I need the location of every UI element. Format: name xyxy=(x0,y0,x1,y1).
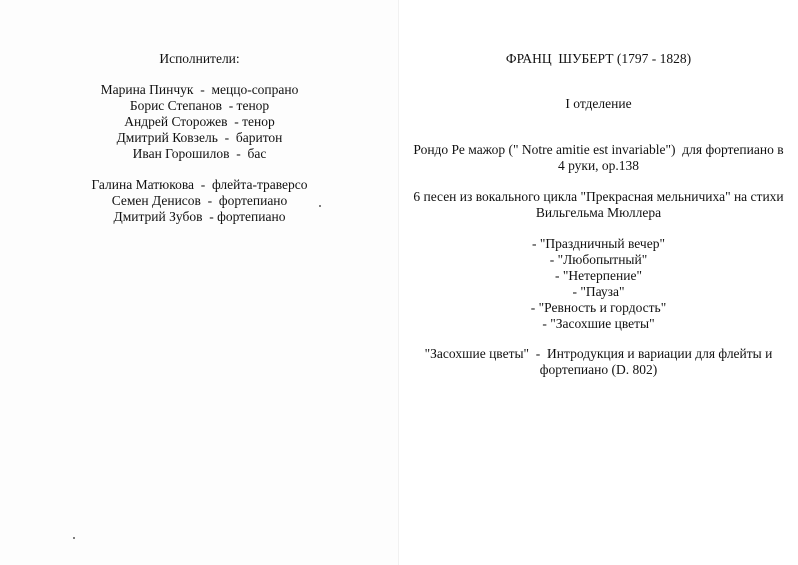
performer-line: Борис Степанов - тенор xyxy=(129,98,270,113)
scan-speck xyxy=(319,205,321,207)
song-item: - "Любопытный" xyxy=(549,252,648,267)
performer-line: Дмитрий Ковзель - баритон xyxy=(116,130,283,145)
song-item: - "Праздничный вечер" xyxy=(532,236,665,251)
work-line: 6 песен из вокального цикла "Прекрасная мельничиха" на стихи xyxy=(413,189,784,204)
work-line: Рондо Ре мажор (" Notre amitie est invariable") для фортепиано в xyxy=(413,142,784,157)
performers-heading: Исполнители: xyxy=(159,51,240,66)
song-item: - "Ревность и гордость" xyxy=(530,300,667,315)
work-line: "Засохшие цветы" - Интродукция и вариации для флейты и xyxy=(424,346,773,361)
song-item: - "Засохшие цветы" xyxy=(542,316,655,331)
work-line: Вильгельма Мюллера xyxy=(535,205,662,220)
performer-line: Семен Денисов - фортепиано xyxy=(111,193,288,208)
composer-heading: ФРАНЦ ШУБЕРТ (1797 - 1828) xyxy=(505,51,692,66)
performer-line: Андрей Сторожев - тенор xyxy=(124,114,275,129)
performer-line: Марина Пинчук - меццо-сопрано xyxy=(100,82,299,97)
work-line: 4 руки, op.138 xyxy=(557,158,640,173)
section-heading: I отделение xyxy=(565,96,632,111)
scan-speck xyxy=(73,537,75,539)
performer-line: Галина Матюкова - флейта-траверсо xyxy=(91,177,308,192)
song-item: - "Нетерпение" xyxy=(555,268,642,283)
performer-line: Иван Горошилов - бас xyxy=(132,146,267,161)
song-item: - "Пауза" xyxy=(572,284,625,299)
performer-line: Дмитрий Зубов - фортепиано xyxy=(113,209,286,224)
work-line: фортепиано (D. 802) xyxy=(539,362,658,377)
